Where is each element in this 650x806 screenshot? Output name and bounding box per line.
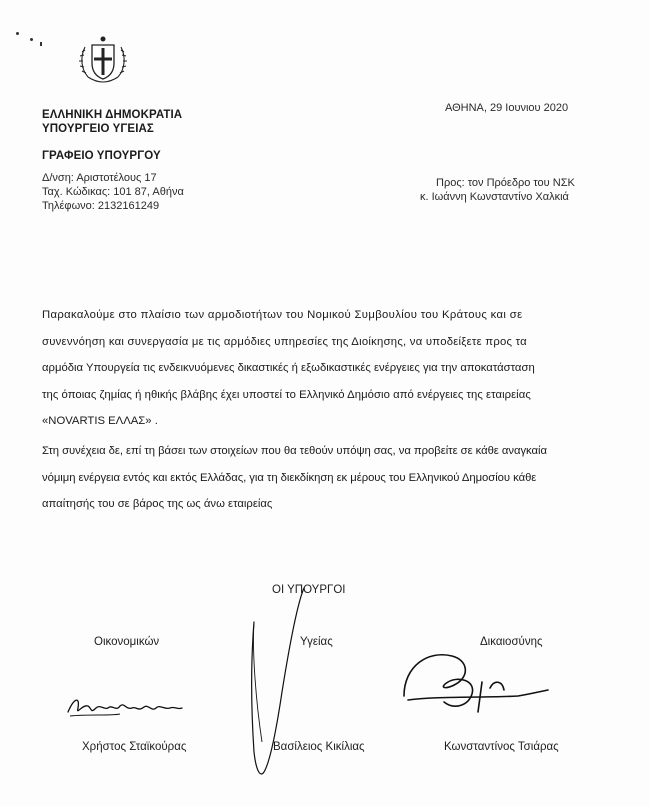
- justice-minister-signature: [398, 636, 558, 726]
- body-line: Παρακαλούμε στο πλαίσιο των αρμοδιοτήτων του Νομικού Συμβουλίου του Κράτους και σε: [42, 309, 523, 321]
- ministry-finance-label: Οικονομικών: [94, 636, 160, 648]
- ministry-justice-label: Δικαιοσύνης: [480, 636, 543, 648]
- scan-mark: [30, 38, 33, 41]
- office-title: ΓΡΑΦΕΙΟ ΥΠΟΥΡΓΟΥ: [42, 150, 161, 162]
- minister-justice-name: Κωνσταντίνος Τσιάρας: [444, 741, 559, 753]
- address-line-1: Δ/νση: Αριστοτέλους 17: [42, 172, 157, 184]
- finance-minister-signature: [60, 692, 190, 722]
- ministry-title: ΥΠΟΥΡΓΕΙΟ ΥΓΕΙΑΣ: [42, 123, 154, 135]
- body-paragraph-1: [42, 302, 602, 435]
- body-line: νόμιμη ενέργεια εντός και εκτός Ελλάδας, για τη διεκδίκηση εκ μέρους του Ελληνικού Δημοσίου κάθε: [42, 471, 537, 484]
- body-line: αρμόδια Υπουργεία τις ενδεικνυόμενες δικαστικές ή εξωδικαστικές ενέργειες για την αποκατάσταση: [42, 362, 535, 374]
- ministers-heading: ΟΙ ΥΠΟΥΡΓΟΙ: [272, 584, 346, 596]
- greek-emblem-icon: [78, 33, 128, 89]
- body-line: συνεννόηση και συνεργασία με τις αρμόδιες υπηρεσίες της Διοίκησης, να υποδείξετε προς τα: [42, 335, 527, 348]
- document-date: ΑΘΗΝΑ, 29 Ιουνιου 2020: [445, 102, 569, 114]
- address-line-2: Ταχ. Κώδικας: 101 87, Αθήνα: [42, 186, 184, 198]
- body-line: Στη συνέχεια δε, επί τη βάσει των στοιχείων που θα τεθούν υπόψη σας, να προβείτε σε κάθε αναγκαία: [42, 445, 547, 457]
- health-minister-signature: [240, 582, 320, 782]
- body-paragraph-2: [42, 438, 602, 518]
- republic-title: ΕΛΛΗΝΙΚΗ ΔΗΜΟΚΡΑΤΙΑ: [42, 109, 183, 121]
- minister-finance-name: Χρήστος Σταϊκούρας: [82, 741, 187, 753]
- body-line: «NOVARTIS ΕΛΛΑΣ» .: [42, 415, 158, 427]
- phone-number: Τηλέφωνο: 2132161249: [42, 200, 160, 212]
- body-line: της όποιας ζημίας ή ηθικής βλάβης έχει υποστεί το Ελληνικό Δημόσιο από ενέργειες της εταιρείας: [42, 388, 531, 401]
- recipient-line-1: Προς: τον Πρόεδρο του ΝΣΚ: [436, 177, 575, 189]
- scan-mark: [40, 42, 42, 46]
- scan-mark: [16, 32, 19, 35]
- minister-health-name: Βασίλειος Κικίλιας: [273, 741, 365, 753]
- ministry-health-label: Υγείας: [300, 636, 333, 648]
- recipient-line-2: κ. Ιωάννη Κωνσταντίνο Χαλκιά: [420, 191, 569, 203]
- body-line: απαίτησής του σε βάρος της ως άνω εταιρείας: [42, 498, 273, 510]
